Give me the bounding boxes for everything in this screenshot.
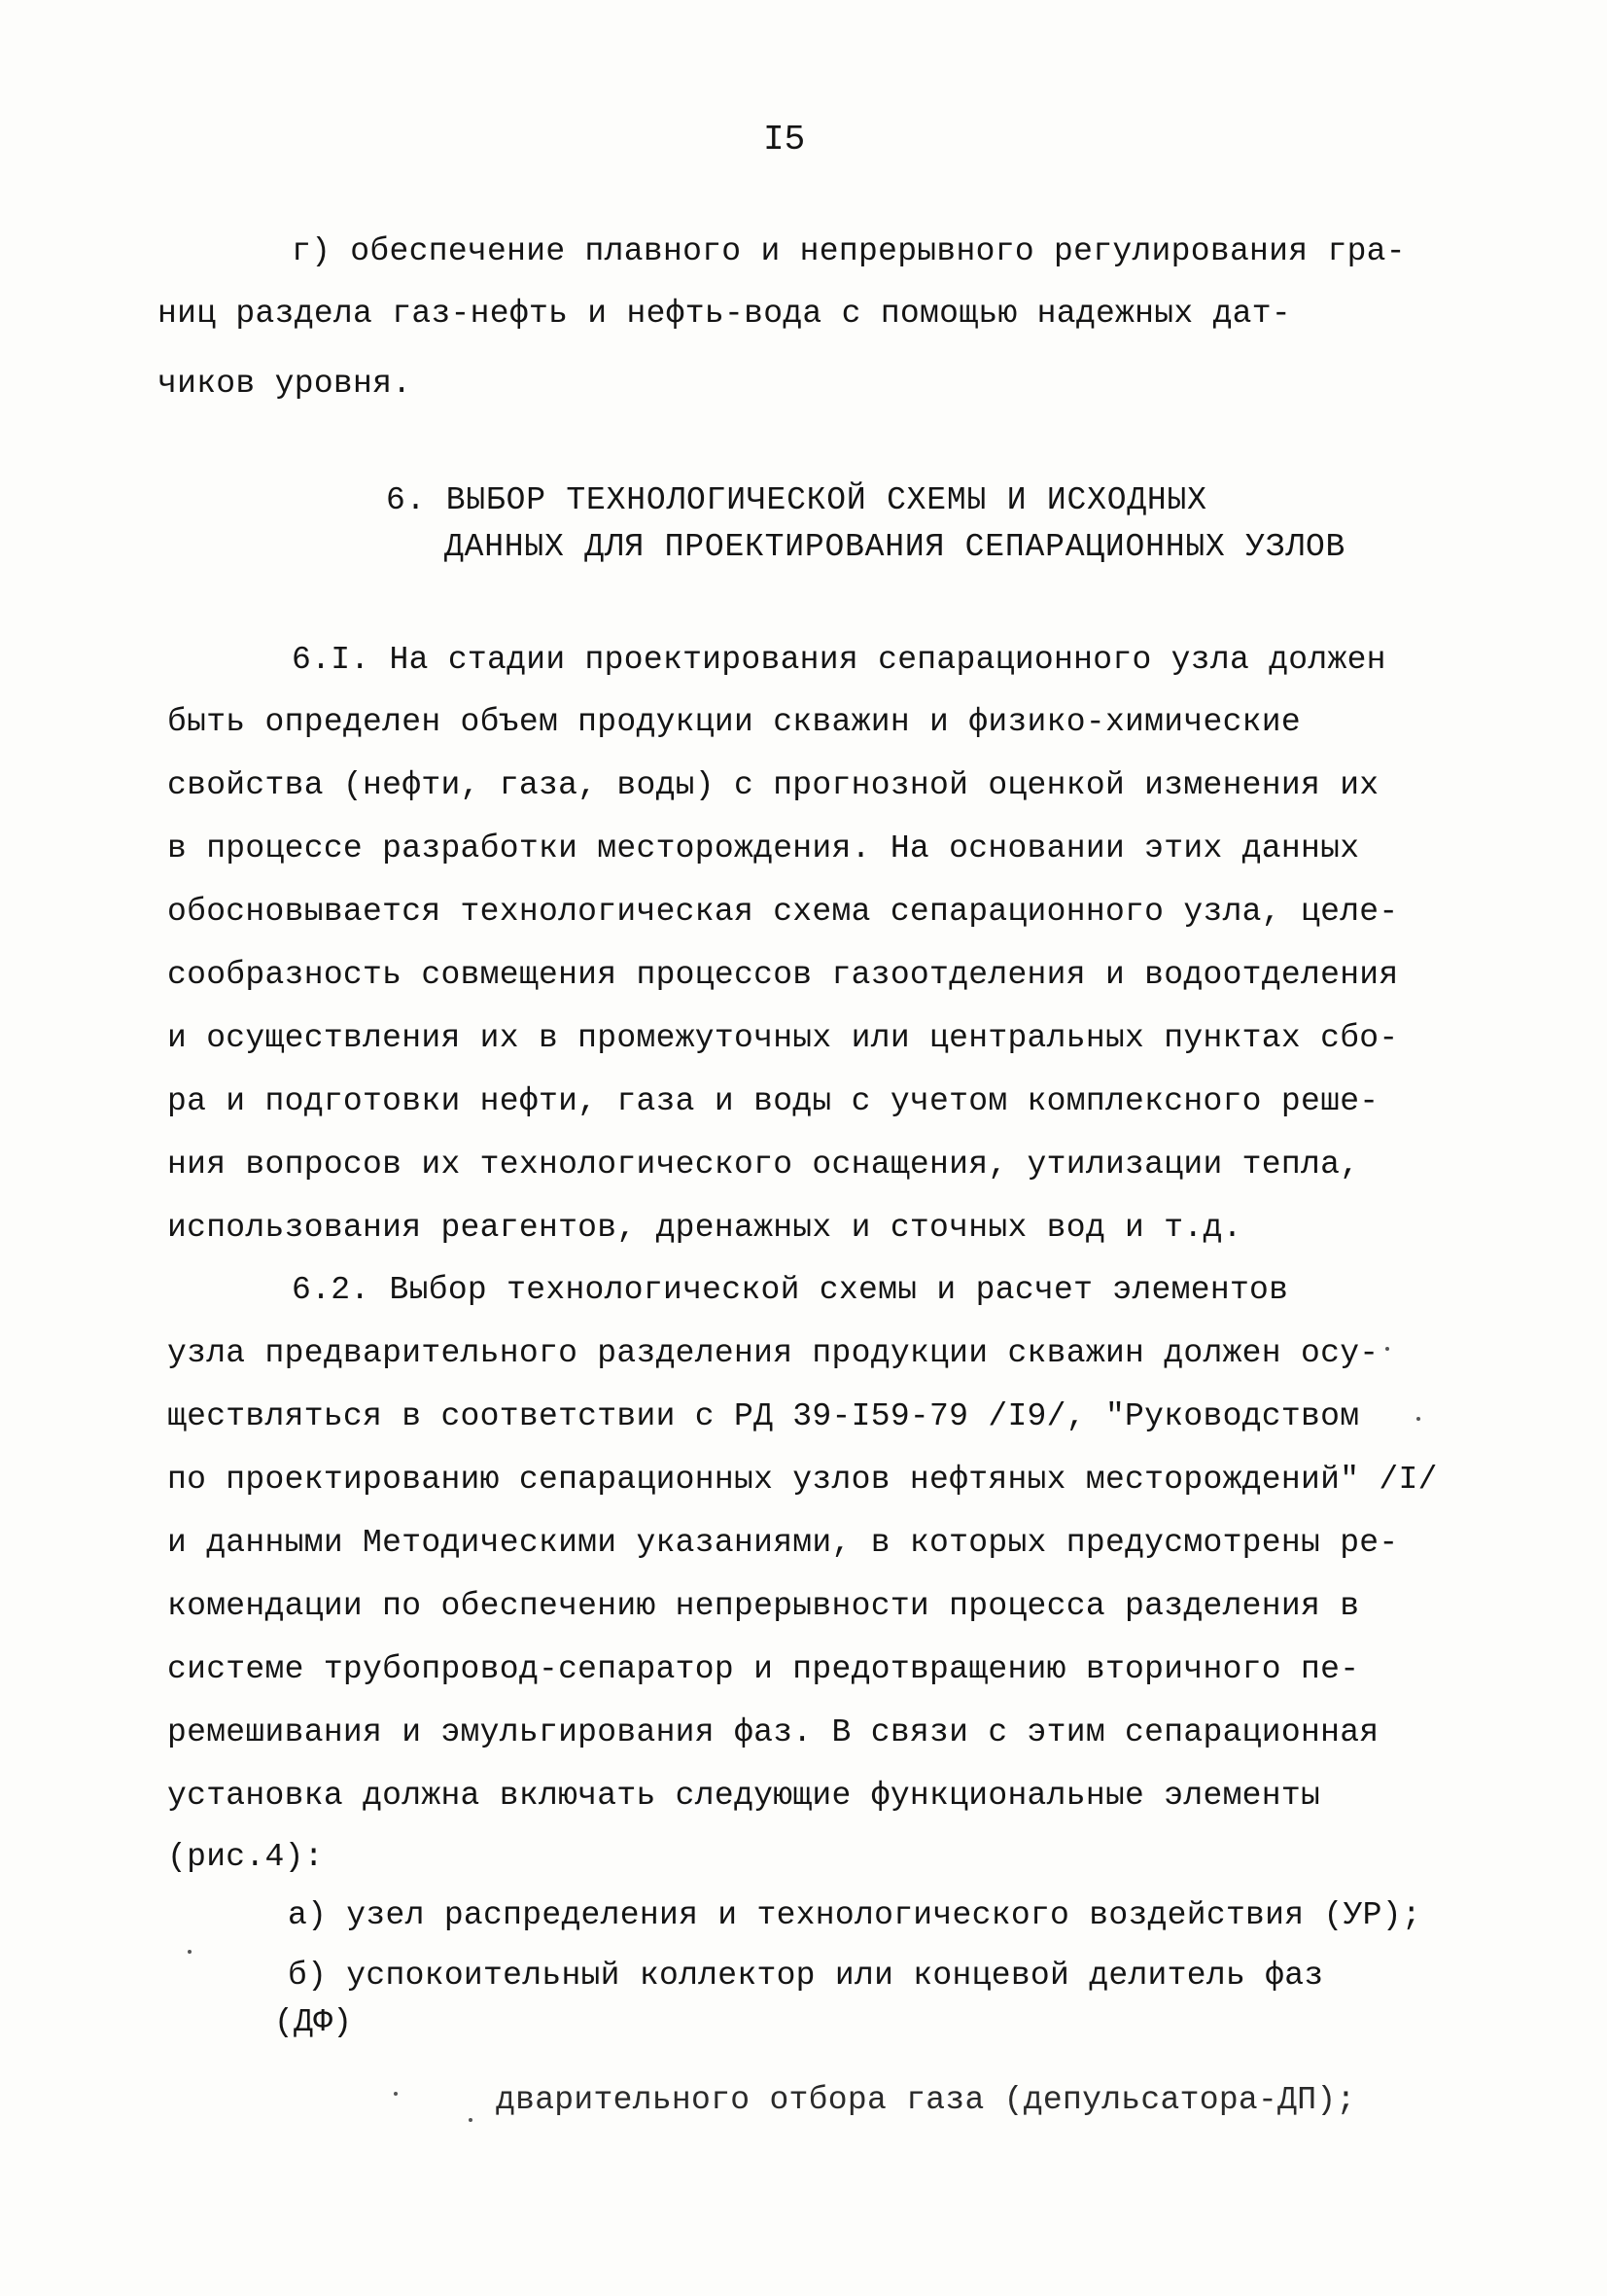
scan-speck [1416,1417,1420,1421]
section-heading-line-2: ДАННЫХ ДЛЯ ПРОЕКТИРОВАНИЯ СЕПАРАЦИОННЫХ УЗЛОВ [444,529,1346,565]
text-line: (рис.4): [167,1839,324,1875]
list-item-a: а) узел распределения и технологического воздействия (УР); [288,1897,1421,1933]
text-line: установка должна включать следующие функциональные элементы [167,1778,1321,1814]
text-line: узла предварительного разделения продукции скважин должен осу- [167,1335,1380,1371]
text-line: ремешивания и эмульгирования фаз. В связи с этим сепарационная [167,1714,1380,1750]
text-line: 6.2. Выбор технологической схемы и расчет элементов [292,1272,1289,1308]
text-line: в процессе разработки месторождения. На основании этих данных [167,830,1360,866]
scan-speck [1385,1347,1389,1351]
text-line: ния вопросов их технологического оснащения, утилизации тепла, [167,1147,1360,1183]
text-line: быть определен объем продукции скважин и физико-химические [167,704,1301,740]
text-line: сообразность совмещения процессов газоотделения и водоотделения [167,957,1399,993]
text-line: чиков уровня. [157,366,412,402]
text-line: ществляться в соответствии с РД 39-I59-79 /I9/, "Руководством [167,1398,1360,1434]
text-line: комендации по обеспечению непрерывности процесса разделения в [167,1588,1360,1624]
text-line: 6.I. На стадии проектирования сепарационного узла должен [292,642,1386,678]
text-line: ра и подготовки нефти, газа и воды с учетом комплексного реше- [167,1083,1380,1119]
text-line: использования реагентов, дренажных и сточных вод и т.д. [167,1210,1242,1246]
section-heading-line-1: 6. ВЫБОР ТЕХНОЛОГИЧЕСКОЙ СХЕМЫ И ИСХОДНЫХ [386,482,1207,518]
text-line: и данными Методическими указаниями, в которых предусмотрены ре- [167,1525,1399,1561]
text-line: ниц раздела газ-нефть и нефть-вода с помощью надежных дат- [157,296,1291,332]
text-line: и осуществления их в промежуточных или центральных пунктах сбо- [167,1020,1399,1056]
text-line: системе трубопровод-сепаратор и предотвращению вторичного пе- [167,1651,1360,1687]
list-item-b-continuation: (ДФ) [274,2004,353,2040]
scan-speck [394,2092,398,2096]
text-line: свойства (нефти, газа, воды) с прогнозной оценкой изменения их [167,767,1380,803]
text-line: обосновывается технологическая схема сепарационного узла, целе- [167,894,1399,930]
text-line: по проектированию сепарационных узлов нефтяных месторождений" /I/ [167,1462,1438,1498]
scan-speck [188,1950,192,1954]
text-line: г) обеспечение плавного и непрерывного регулирования гра- [292,233,1406,269]
page-number: I5 [763,120,806,159]
list-item-b: б) успокоительный коллектор или концевой делитель фаз [288,1958,1324,1994]
scan-speck [469,2118,472,2122]
list-item-partial: дварительного отбора газа (депульсатора-ДП); [496,2082,1356,2118]
